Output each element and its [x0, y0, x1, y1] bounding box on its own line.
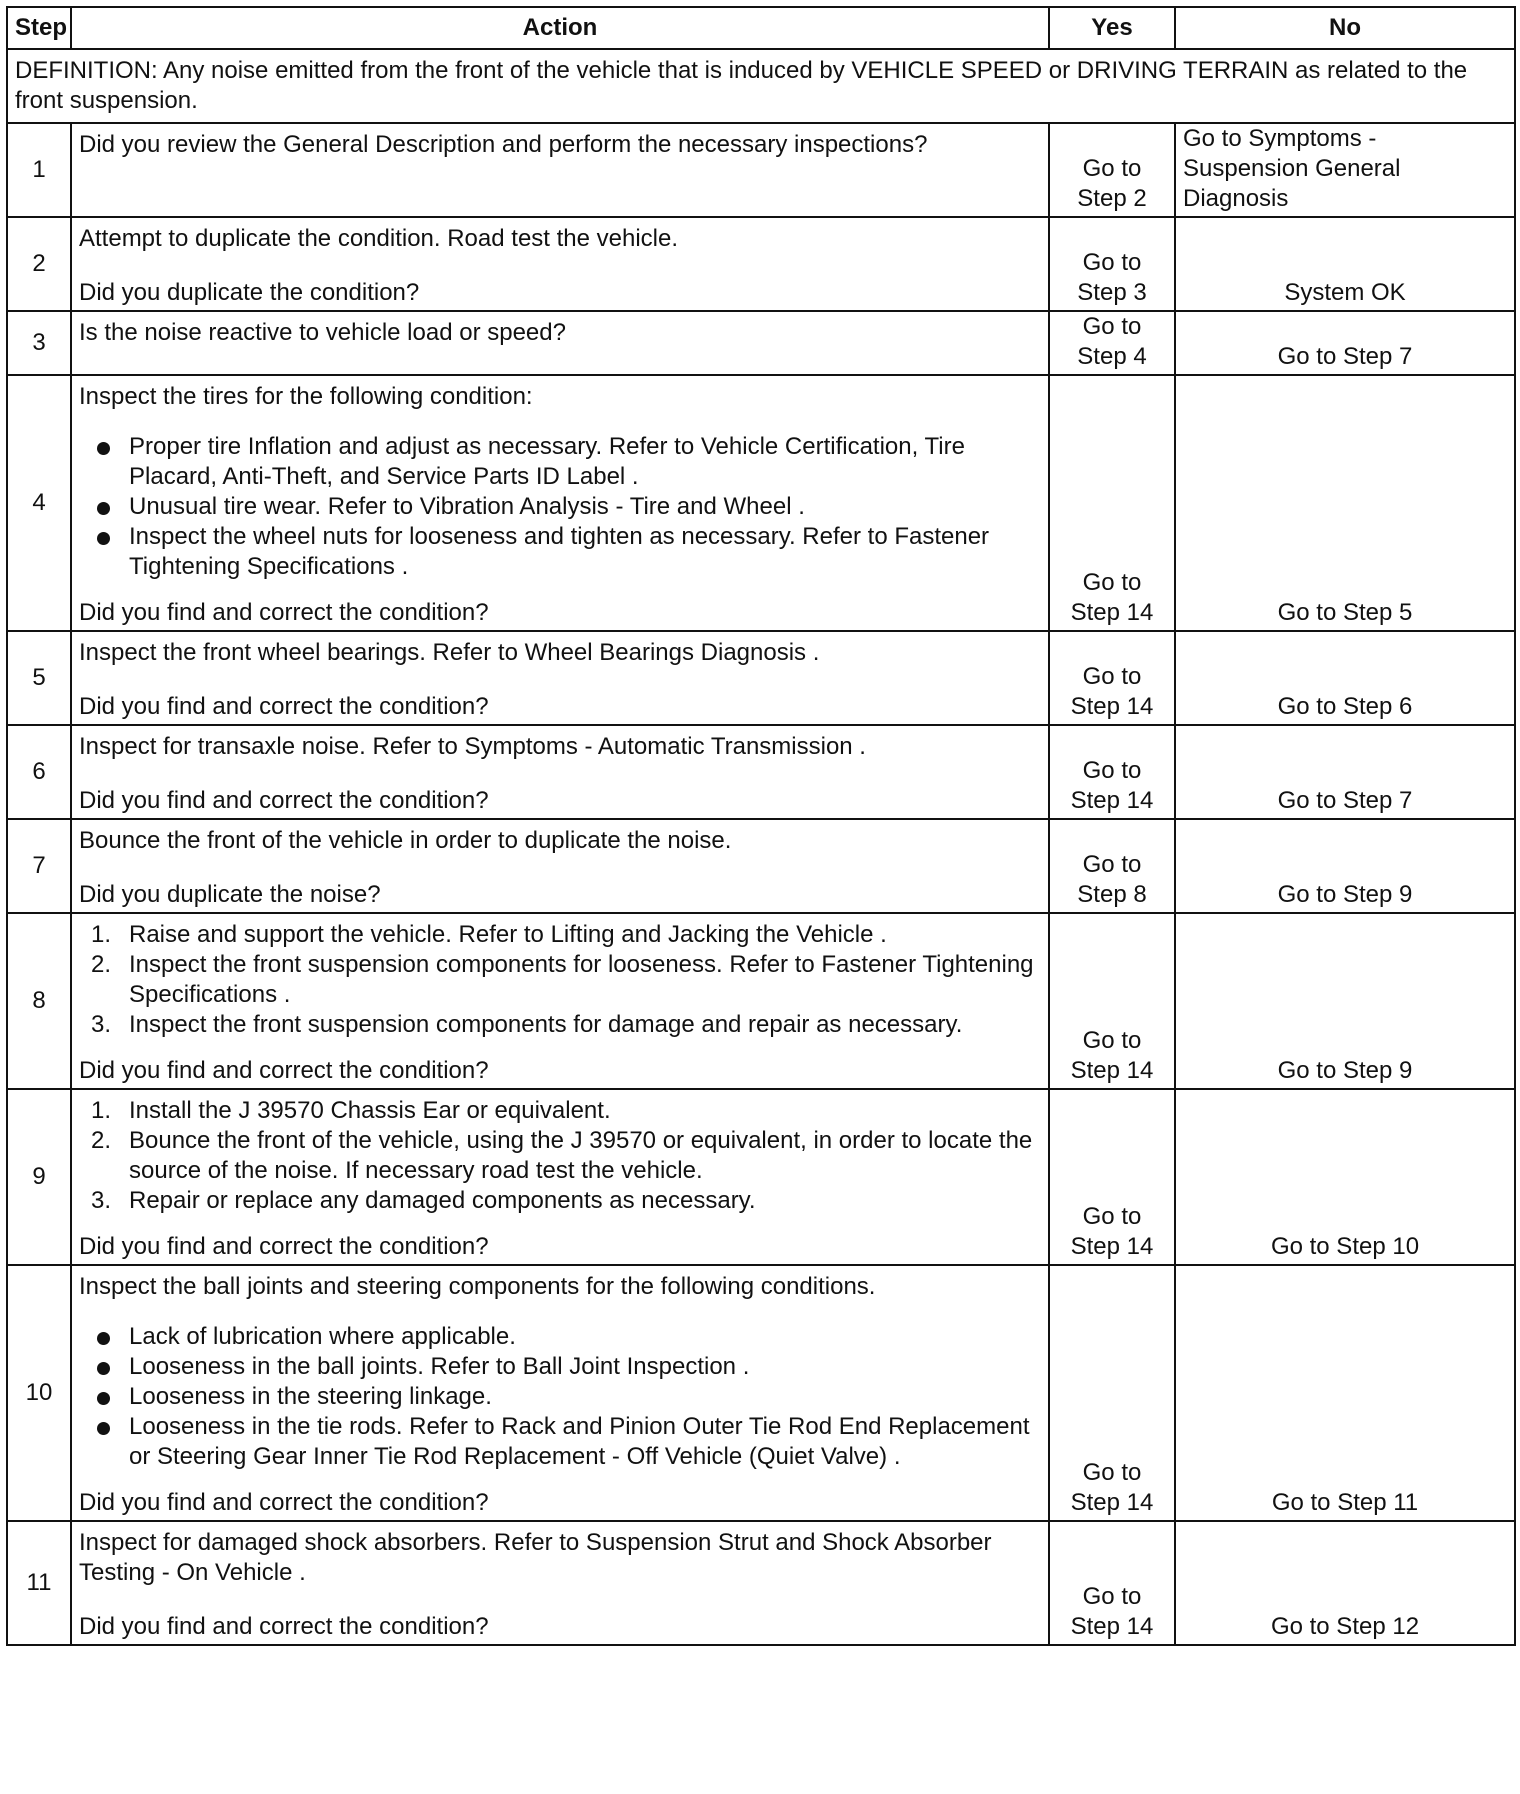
table-row: [7, 725, 1515, 819]
yes-line: Go to: [1082, 1203, 1142, 1230]
yes-line: Step 14: [1070, 787, 1154, 814]
no-cell: [1175, 1521, 1515, 1645]
diagnostic-table: [6, 6, 1516, 1646]
action-question: Did you find and correct the condition?: [79, 1613, 489, 1640]
bullet-item: Proper tire Inflation and adjust as necessary. Refer to Vehicle Certification, Tire Placard, Anti-Theft, and Service Parts ID Label .: [79, 432, 1041, 492]
no-line: Go to Step 10: [1270, 1233, 1420, 1260]
yes-cell: [1049, 375, 1175, 631]
table-row: [7, 123, 1515, 217]
action-question: Did you find and correct the condition?: [79, 1489, 489, 1516]
no-line: Go to Step 9: [1277, 881, 1413, 908]
no-line: Go to Step 5: [1277, 599, 1413, 626]
bullet-item: Lack of lubrication where applicable.: [79, 1322, 1041, 1352]
action-cell: [71, 1089, 1049, 1265]
action-intro: Inspect the tires for the following condition:: [79, 383, 533, 410]
yes-line: Step 4: [1077, 343, 1147, 370]
spacer: [79, 1222, 1041, 1232]
action-cell: [71, 725, 1049, 819]
yes-line: Go to: [1082, 313, 1142, 340]
step-number: 4: [7, 375, 71, 631]
no-line: Diagnosis: [1183, 185, 1289, 212]
item-text: Raise and support the vehicle. Refer to Lifting and Jacking the Vehicle .: [129, 921, 887, 948]
no-line: Go to Step 7: [1277, 343, 1413, 370]
yes-cell: [1049, 819, 1175, 913]
no-cell: [1175, 631, 1515, 725]
item-number: 1.: [91, 921, 112, 948]
step-number: 2: [7, 217, 71, 311]
action-question: Is the noise reactive to vehicle load or speed?: [79, 319, 566, 346]
header-row: [7, 7, 1515, 49]
header-no: No: [1175, 7, 1515, 49]
step-number: 8: [7, 913, 71, 1089]
item-number: 1.: [91, 1097, 112, 1124]
step-number: 5: [7, 631, 71, 725]
yes-cell: [1049, 1265, 1175, 1521]
table-row: [7, 1265, 1515, 1521]
yes-line: Go to: [1082, 851, 1142, 878]
no-cell: [1175, 375, 1515, 631]
yes-line: Go to: [1082, 155, 1142, 182]
no-cell: [1175, 217, 1515, 311]
no-cell: [1175, 819, 1515, 913]
table-row: [7, 311, 1515, 375]
action-intro: Inspect for damaged shock absorbers. Refer to Suspension Strut and Shock Absorber Testing - On Vehicle .: [79, 1529, 992, 1586]
no-line: Suspension General: [1183, 155, 1401, 182]
yes-cell: [1049, 123, 1175, 217]
action-question: Did you find and correct the condition?: [79, 787, 489, 814]
step-number: 1: [7, 123, 71, 217]
yes-line: Go to: [1082, 663, 1142, 690]
action-cell: [71, 311, 1049, 375]
item-number: 2.: [91, 1127, 112, 1154]
yes-line: Step 14: [1070, 1233, 1154, 1260]
action-cell: [71, 1265, 1049, 1521]
action-question: Did you find and correct the condition?: [79, 599, 489, 626]
bullet-item: Looseness in the tie rods. Refer to Rack and Pinion Outer Tie Rod End Replacement or Steering Gear Inner Tie Rod Replacement - Off Vehicle (Quiet Valve) .: [79, 1412, 1041, 1472]
spacer: [79, 1046, 1041, 1056]
action-cell: [71, 913, 1049, 1089]
no-line: System OK: [1284, 279, 1406, 306]
table-row: [7, 913, 1515, 1089]
spacer: [79, 668, 1041, 692]
bullet-list: [79, 432, 1041, 582]
step-number: 10: [7, 1265, 71, 1521]
yes-cell: [1049, 217, 1175, 311]
numbered-item: [79, 1010, 1041, 1040]
table-body: [7, 49, 1515, 1645]
action-cell: [71, 819, 1049, 913]
numbered-item: [79, 1096, 1041, 1126]
numbered-item: [79, 920, 1041, 950]
action-question: Did you duplicate the condition?: [79, 279, 420, 306]
no-cell: [1175, 123, 1515, 217]
yes-cell: [1049, 1089, 1175, 1265]
no-line: Go to Step 11: [1271, 1489, 1419, 1516]
step-number: 3: [7, 311, 71, 375]
item-number: 3.: [91, 1187, 112, 1214]
action-question: Did you find and correct the condition?: [79, 1057, 489, 1084]
action-question: Did you find and correct the condition?: [79, 1233, 489, 1260]
no-cell: [1175, 1265, 1515, 1521]
action-question: Did you find and correct the condition?: [79, 693, 489, 720]
no-cell: [1175, 1089, 1515, 1265]
action-cell: [71, 123, 1049, 217]
action-cell: [71, 1521, 1049, 1645]
spacer: [79, 1478, 1041, 1488]
spacer: [79, 762, 1041, 786]
bullet-item: Unusual tire wear. Refer to Vibration Analysis - Tire and Wheel .: [79, 492, 1041, 522]
item-text: Inspect the front suspension components for looseness. Refer to Fastener Tightening Specifications .: [129, 951, 1034, 1008]
spacer: [79, 254, 1041, 278]
step-number: 6: [7, 725, 71, 819]
no-line: Go to Symptoms -: [1183, 125, 1377, 152]
definition-row: [7, 49, 1515, 123]
spacer: [79, 588, 1041, 598]
numbered-list: [79, 1096, 1041, 1216]
numbered-item: [79, 1126, 1041, 1186]
no-cell: [1175, 311, 1515, 375]
yes-line: Step 3: [1077, 279, 1147, 306]
spacer: [79, 856, 1041, 880]
action-intro: Attempt to duplicate the condition. Road test the vehicle.: [79, 225, 679, 252]
no-line: Go to Step 7: [1277, 787, 1413, 814]
step-number: 11: [7, 1521, 71, 1645]
yes-cell: [1049, 725, 1175, 819]
table-row: [7, 1089, 1515, 1265]
diagnostic-sheet: [6, 6, 1514, 1646]
yes-cell: [1049, 1521, 1175, 1645]
no-cell: [1175, 725, 1515, 819]
table-row: [7, 631, 1515, 725]
yes-cell: [1049, 311, 1175, 375]
header-step: Step: [7, 7, 71, 49]
no-cell: [1175, 913, 1515, 1089]
yes-line: Go to: [1082, 249, 1142, 276]
yes-line: Go to: [1082, 1583, 1142, 1610]
table-row: [7, 217, 1515, 311]
yes-line: Go to: [1082, 1027, 1142, 1054]
yes-line: Step 14: [1070, 1057, 1154, 1084]
table-row: [7, 1521, 1515, 1645]
spacer: [79, 1588, 1041, 1612]
yes-cell: [1049, 631, 1175, 725]
action-intro: Inspect the front wheel bearings. Refer to Wheel Bearings Diagnosis .: [79, 639, 820, 666]
bullet-item: Inspect the wheel nuts for looseness and tighten as necessary. Refer to Fastener Tightening Specifications .: [79, 522, 1041, 582]
item-text: Inspect the front suspension components for damage and repair as necessary.: [129, 1011, 963, 1038]
yes-line: Step 8: [1077, 881, 1147, 908]
item-text: Install the J 39570 Chassis Ear or equivalent.: [129, 1097, 611, 1124]
yes-line: Step 14: [1070, 1489, 1154, 1516]
action-cell: [71, 375, 1049, 631]
yes-line: Step 14: [1070, 1613, 1154, 1640]
item-number: 2.: [91, 951, 112, 978]
yes-line: Go to: [1082, 569, 1142, 596]
numbered-item: [79, 1186, 1041, 1216]
yes-line: Step 2: [1077, 185, 1147, 212]
action-question: Did you duplicate the noise?: [79, 881, 381, 908]
item-text: Repair or replace any damaged components as necessary.: [129, 1187, 756, 1214]
yes-line: Step 14: [1070, 693, 1154, 720]
item-number: 3.: [91, 1011, 112, 1038]
header-action: Action: [71, 7, 1049, 49]
step-number: 9: [7, 1089, 71, 1265]
bullet-item: Looseness in the ball joints. Refer to Ball Joint Inspection .: [79, 1352, 1041, 1382]
action-cell: [71, 631, 1049, 725]
action-intro: Inspect for transaxle noise. Refer to Symptoms - Automatic Transmission .: [79, 733, 866, 760]
no-line: Go to Step 9: [1277, 1057, 1413, 1084]
yes-line: Step 14: [1070, 599, 1154, 626]
numbered-item: [79, 950, 1041, 1010]
action-intro: Bounce the front of the vehicle in order to duplicate the noise.: [79, 827, 732, 854]
step-number: 7: [7, 819, 71, 913]
definition-text: DEFINITION: Any noise emitted from the front of the vehicle that is induced by VEHICLE SPEED or DRIVING TERRAIN as related to the front suspension.: [7, 49, 1515, 123]
yes-line: Go to: [1082, 757, 1142, 784]
action-intro: Inspect the ball joints and steering components for the following conditions.: [79, 1273, 876, 1300]
action-question: Did you review the General Description and perform the necessary inspections?: [79, 131, 928, 158]
item-text: Bounce the front of the vehicle, using the J 39570 or equivalent, in order to locate the source of the noise. If necessary road test the vehicle.: [129, 1127, 1033, 1184]
no-line: Go to Step 12: [1270, 1613, 1420, 1640]
header-yes: Yes: [1049, 7, 1175, 49]
table-row: [7, 375, 1515, 631]
table-row: [7, 819, 1515, 913]
yes-cell: [1049, 913, 1175, 1089]
bullet-item: Looseness in the steering linkage.: [79, 1382, 1041, 1412]
yes-line: Go to: [1082, 1459, 1142, 1486]
no-line: Go to Step 6: [1277, 693, 1413, 720]
action-cell: [71, 217, 1049, 311]
numbered-list: [79, 920, 1041, 1040]
bullet-list: [79, 1322, 1041, 1472]
